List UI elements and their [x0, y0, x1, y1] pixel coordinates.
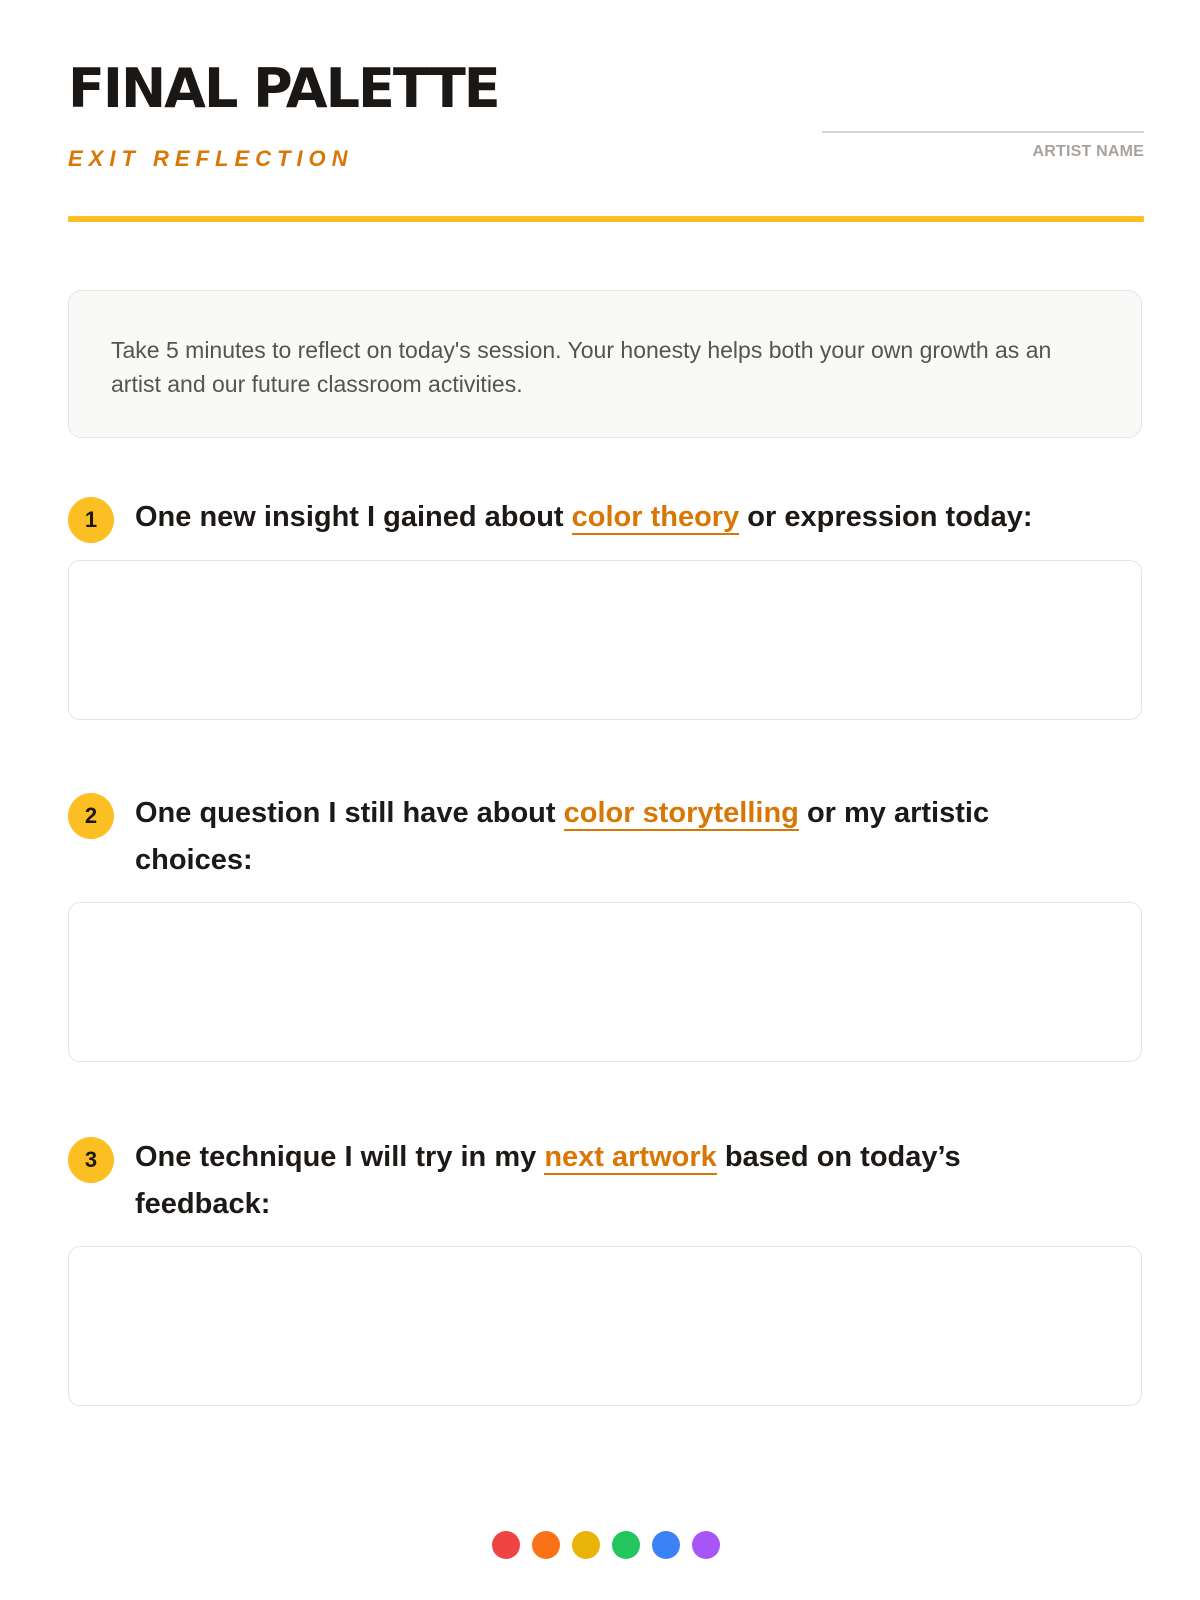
question-3-answer-box[interactable]: [68, 1246, 1142, 1406]
question-1-highlight: color theory: [571, 501, 740, 533]
blue-dot: [652, 1531, 680, 1559]
worksheet-page: [68, 0, 1144, 1220]
header-divider: [68, 216, 1144, 222]
question-3-suffix: based on today’s feedback:: [135, 1141, 961, 1220]
question-2-number-badge: 2: [68, 793, 114, 839]
question-3-prompt: [135, 1134, 1035, 1228]
question-2-header: [68, 790, 1144, 902]
question-3-number-badge: 3: [68, 1137, 114, 1183]
page-subtitle: EXIT REFLECTION: [68, 146, 354, 171]
question-3-highlight: next artwork: [544, 1141, 717, 1173]
page-title: FINAL PALETTE: [68, 57, 499, 120]
artist-name-line[interactable]: [822, 131, 1144, 133]
question-3-header: [68, 1134, 1144, 1246]
question-1: [68, 494, 1144, 720]
artist-name-label: ARTIST NAME: [1032, 143, 1144, 160]
question-1-suffix: or expression today:: [739, 501, 1033, 533]
question-2-suffix: or my artistic choices:: [135, 797, 990, 876]
question-1-number-badge: 1: [68, 497, 114, 543]
orange-dot: [532, 1531, 560, 1559]
question-1-prompt: [135, 494, 1144, 541]
question-3-prefix: One technique I will try in my: [135, 1141, 545, 1173]
purple-dot: [692, 1531, 720, 1559]
question-1-answer-box[interactable]: [68, 560, 1142, 720]
green-dot: [612, 1531, 640, 1559]
question-2-highlight: color storytelling: [563, 797, 799, 829]
palette-dots: [68, 1531, 1144, 1559]
question-2-prefix: One question I still have about: [135, 797, 564, 829]
question-3: [68, 1134, 1144, 1406]
question-2-answer-box[interactable]: [68, 902, 1142, 1062]
instructions-box: [68, 290, 1142, 438]
question-1-header: [68, 494, 1144, 560]
question-1-prefix: One new insight I gained about: [135, 501, 572, 533]
worksheet-header: [68, 0, 1144, 222]
red-dot: [492, 1531, 520, 1559]
question-2-prompt: [135, 790, 1055, 884]
artist-name-field[interactable]: [822, 131, 1144, 161]
instructions-text: Take 5 minutes to reflect on today's session. Your honesty helps both your own growth as an artist and our future classroom activities.: [111, 337, 1052, 397]
yellow-dot: [572, 1531, 600, 1559]
question-2: [68, 790, 1144, 1062]
